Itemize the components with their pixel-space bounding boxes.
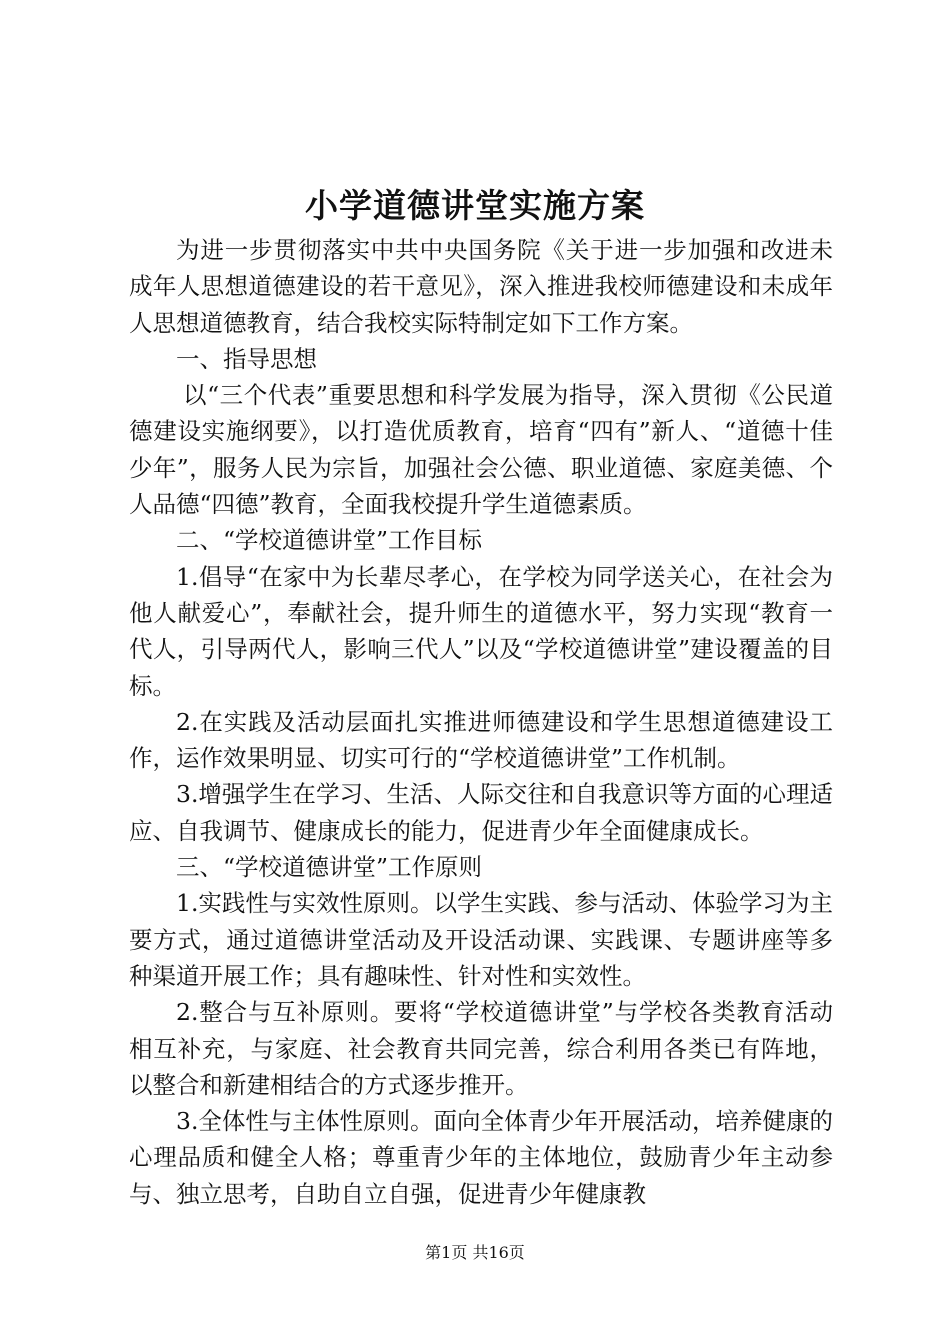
guiding-thought-paragraph: 以“三个代表”重要思想和科学发展为指导，深入贯彻《公民道德建设实施纲要》，以打造优质教育，培育“四有”新人、“道德十佳少年”，服务人民为宗旨，加强社会公德、职业道德、家庭美德、个人品德“四德”教育，全面我校提升学生道德素质。 xyxy=(129,381,833,519)
document-body xyxy=(129,232,833,1212)
section-heading-work-principles: 三、“学校道德讲堂”工作原则 xyxy=(176,853,483,882)
section-heading-work-goals: 二、“学校道德讲堂”工作目标 xyxy=(176,526,483,555)
goal-item-3: 3.增强学生在学习、生活、人际交往和自我意识等方面的心理适应、自我调节、健康成长的能力，促进青少年全面健康成长。 xyxy=(129,780,833,845)
document-title: 小学道德讲堂实施方案 xyxy=(305,186,645,225)
intro-paragraph: 为进一步贯彻落实中共中央国务院《关于进一步加强和改进未成年人思想道德建设的若干意见》，深入推进我校师德建设和未成年人思想道德教育，结合我校实际特制定如下工作方案。 xyxy=(129,236,833,337)
section-heading-guiding-thought: 一、指导思想 xyxy=(176,344,317,373)
page-footer: 第1页 共16页 xyxy=(425,1243,525,1262)
principle-item-1: 1.实践性与实效性原则。以学生实践、参与活动、体验学习为主要方式，通过道德讲堂活动及开设活动课、实践课、专题讲座等多种渠道开展工作；具有趣味性、针对性和实效性。 xyxy=(129,889,833,990)
principle-item-2: 2.整合与互补原则。要将“学校道德讲堂”与学校各类教育活动相互补充，与家庭、社会教育共同完善，综合利用各类已有阵地，以整合和新建相结合的方式逐步推开。 xyxy=(129,998,833,1099)
principle-item-3: 3.全体性与主体性原则。面向全体青少年开展活动，培养健康的心理品质和健全人格；尊重青少年的主体地位，鼓励青少年主动参与、独立思考，自助自立自强，促进青少年健康教 xyxy=(129,1107,833,1208)
goal-item-2: 2.在实践及活动层面扎实推进师德建设和学生思想道德建设工作，运作效果明显、切实可行的“学校道德讲堂”工作机制。 xyxy=(129,707,833,773)
goal-item-1: 1.倡导“在家中为长辈尽孝心，在学校为同学送关心，在社会为他人献爱心”，奉献社会，提升师生的道德水平，努力实现“教育一代人，引导两代人，影响三代人”以及“学校道德讲堂”建设覆盖的目标。 xyxy=(129,562,833,700)
